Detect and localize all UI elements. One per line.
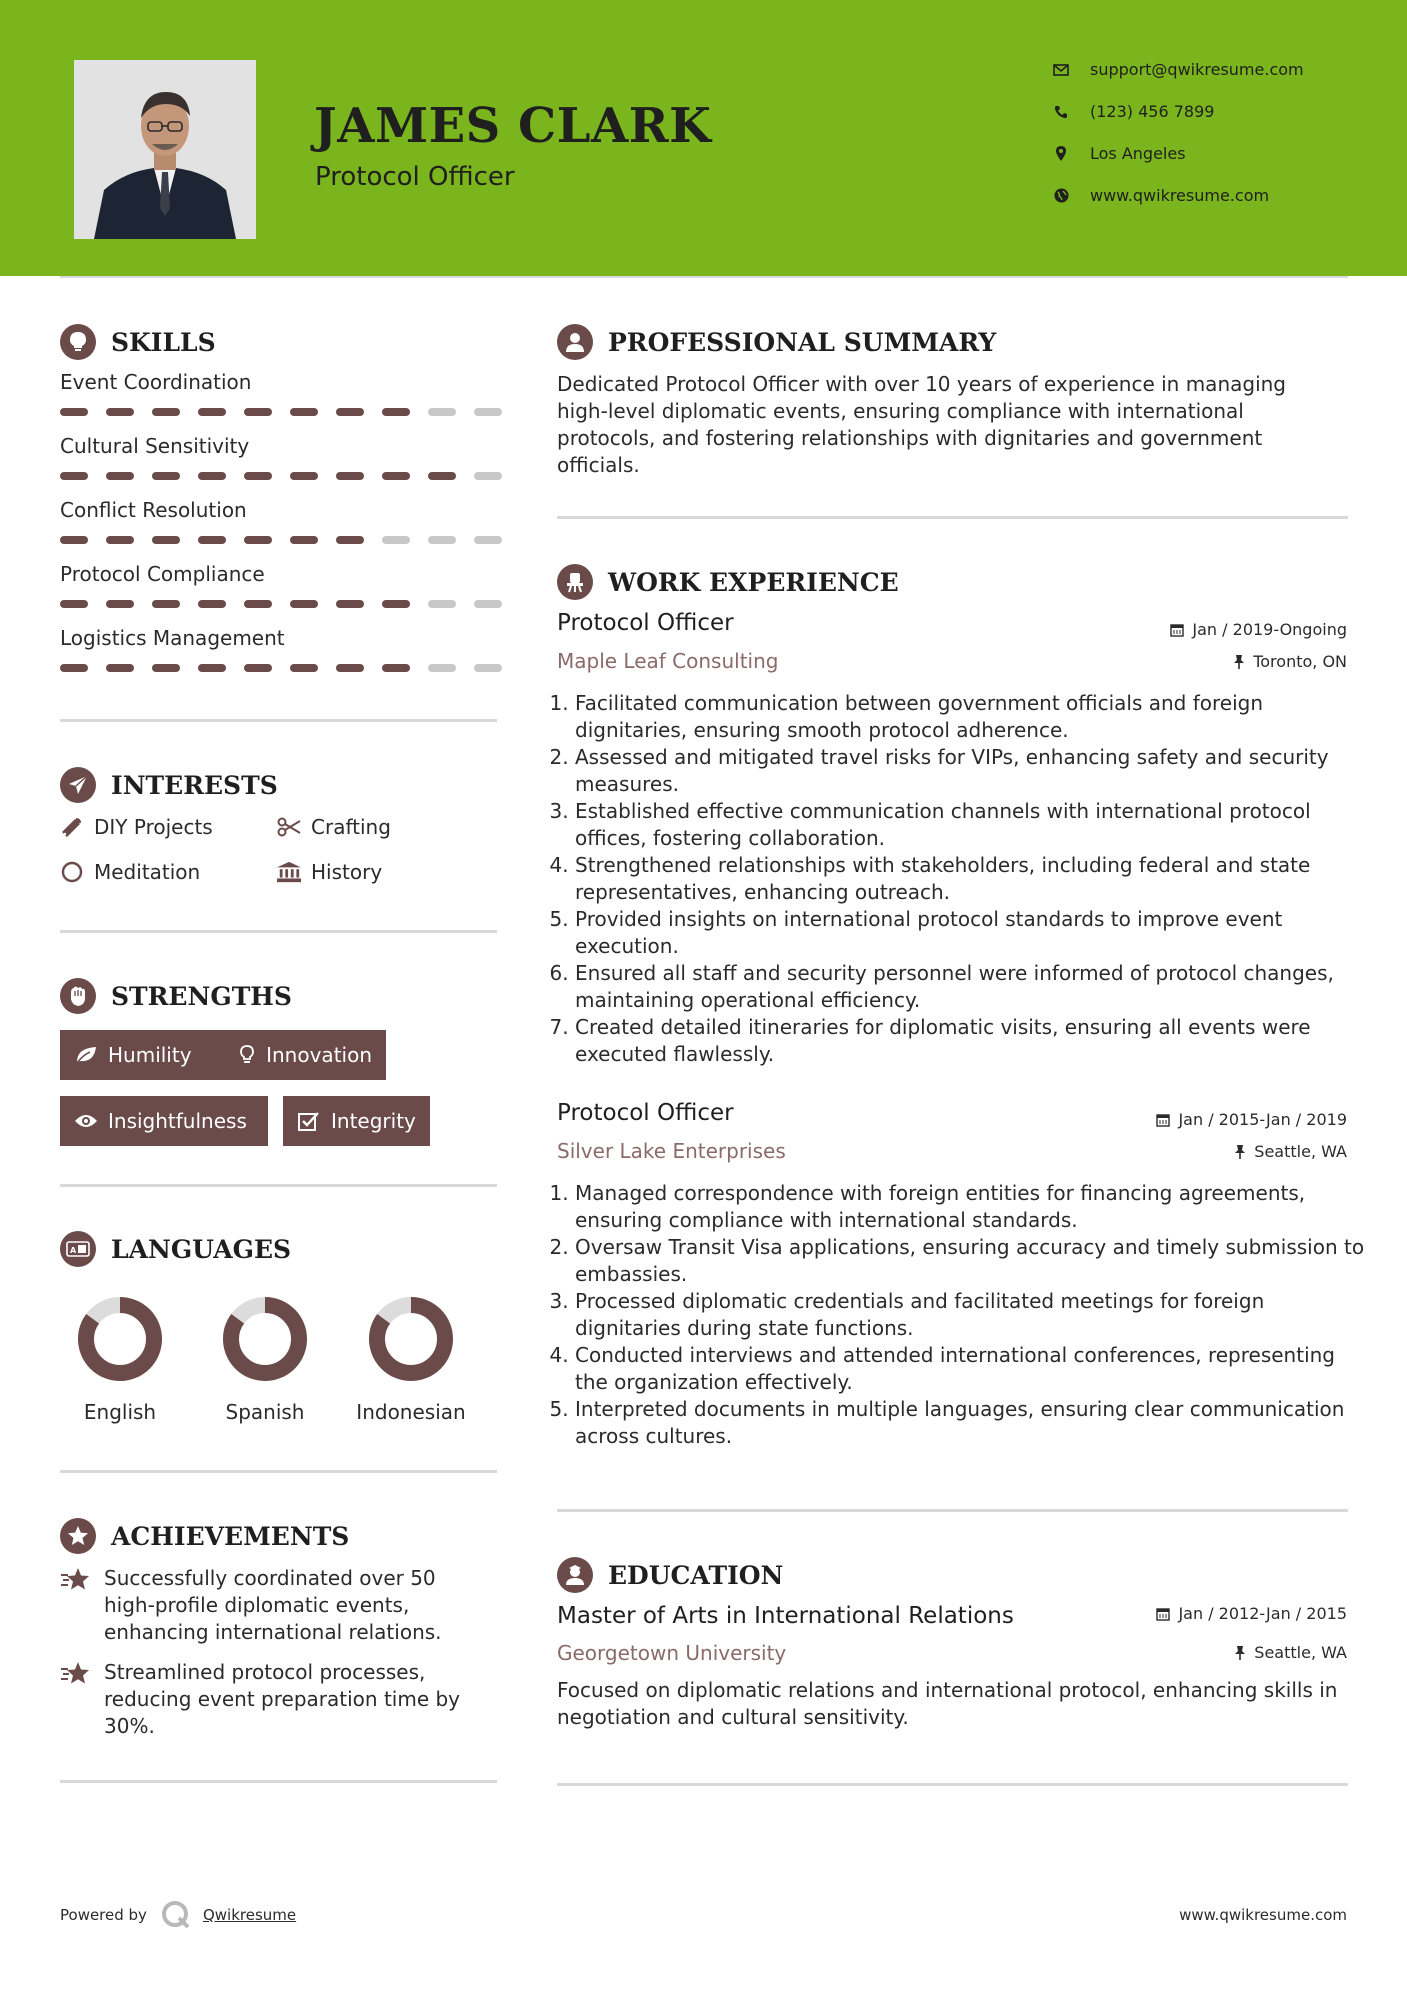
skill-level-dot: [428, 408, 456, 416]
skill-level-dot: [152, 600, 180, 608]
skill-level-bar: [60, 472, 502, 480]
check-square-icon: [297, 1109, 321, 1133]
skill-level-dot: [290, 536, 318, 544]
education-location-text: Seattle, WA: [1254, 1643, 1347, 1662]
skill-level-dot: [290, 408, 318, 416]
strengths-heading: [60, 978, 292, 1014]
pin-icon: [1234, 1144, 1246, 1159]
star-icon: [60, 1565, 92, 1646]
interest-meditation: [60, 860, 200, 884]
language-donut: [220, 1294, 310, 1384]
skill-level-dot: [106, 408, 134, 416]
interest-label: History: [311, 860, 383, 884]
education-school: Georgetown University: [557, 1641, 787, 1665]
qwikresume-link[interactable]: Qwikresume: [202, 1906, 297, 1924]
skill-level-dot: [198, 600, 226, 608]
strengths-divider: [60, 1184, 497, 1187]
language-label: English: [83, 1400, 157, 1424]
skill-level-dot: [382, 536, 410, 544]
lightbulb-icon: [60, 324, 96, 360]
pin-icon: [1234, 1645, 1246, 1660]
skill-level-dot: [428, 536, 456, 544]
skill-level-dot: [382, 472, 410, 480]
skill-level-dot: [474, 664, 502, 672]
interests-heading: [60, 767, 278, 803]
education-degree: Master of Arts in International Relations: [557, 1603, 1014, 1629]
interest-label: DIY Projects: [94, 815, 213, 839]
education-title: EDUCATION: [608, 1560, 784, 1590]
skill-level-dot: [428, 472, 456, 480]
achievements-divider: [60, 1780, 497, 1783]
strength-label: Humility: [108, 1043, 192, 1067]
experience-heading: [557, 564, 899, 600]
pin-icon: [1233, 654, 1245, 669]
skill-level-dot: [428, 600, 456, 608]
language-english-chart: [75, 1294, 165, 1388]
skill-level-dot: [60, 536, 88, 544]
education-description: Focused on diplomatic relations and international protocol, enhancing skills in negotiation and cultural sensitivity.: [557, 1678, 1338, 1729]
skill-label: Logistics Management: [60, 626, 285, 650]
skill-level-dot: [152, 536, 180, 544]
interests-title: INTERESTS: [111, 770, 278, 800]
interest-history: [277, 860, 382, 884]
languages-title: LANGUAGES: [111, 1234, 292, 1264]
strengths-title: STRENGTHS: [111, 981, 292, 1011]
job-location: [1234, 1142, 1347, 1161]
skill-label: Conflict Resolution: [60, 498, 247, 522]
job-title: Protocol Officer: [557, 610, 734, 636]
skill-level-dot: [152, 472, 180, 480]
calendar-icon: [1156, 1607, 1170, 1621]
language-spanish-chart: [220, 1294, 310, 1388]
star-icon: [60, 1659, 92, 1740]
strength-innovation: [224, 1030, 386, 1080]
interests-divider: [60, 930, 497, 933]
header-banner: [0, 0, 1407, 276]
lightbulb-icon: [238, 1043, 256, 1067]
skill-level-dot: [244, 472, 272, 480]
skill-level-bar: [60, 536, 502, 544]
skill-level-dot: [244, 408, 272, 416]
skill-level-dot: [290, 472, 318, 480]
graduate-icon: [557, 1557, 593, 1593]
candidate-title: Protocol Officer: [315, 162, 515, 192]
achievement-text: Streamlined protocol processes, reducing event preparation time by 30%.: [104, 1660, 461, 1738]
skill-label: Protocol Compliance: [60, 562, 265, 586]
strength-label: Insightfulness: [108, 1109, 247, 1133]
strength-humility: [60, 1030, 249, 1080]
summary-title: PROFESSIONAL SUMMARY: [608, 327, 997, 357]
map-marker-icon: [1052, 145, 1070, 163]
skill-level-dot: [60, 664, 88, 672]
skill-level-dot: [336, 664, 364, 672]
job-location: [1233, 652, 1347, 671]
paper-plane-icon: [60, 767, 96, 803]
achievements-heading: [60, 1518, 349, 1554]
job-duty-item: 5. Provided insights on international protocol standards to improve event execution.: [575, 906, 1368, 960]
job-company: Maple Leaf Consulting: [557, 649, 779, 673]
job-company: Silver Lake Enterprises: [557, 1139, 786, 1163]
skill-level-bar: [60, 664, 502, 672]
skill-level-dot: [60, 472, 88, 480]
phone-icon: [1052, 103, 1070, 121]
leaf-icon: [74, 1043, 98, 1067]
scissors-icon: [277, 815, 301, 839]
job-dates: [1170, 620, 1347, 639]
strength-insightfulness: [60, 1096, 268, 1146]
skill-level-dot: [60, 408, 88, 416]
job-duty-item: 1. Facilitated communication between government officials and foreign dignitaries, ensuring smooth protocol adherence.: [575, 690, 1368, 744]
language-donut: [75, 1294, 165, 1384]
education-location: [1234, 1643, 1347, 1662]
achievements-title: ACHIEVEMENTS: [111, 1521, 350, 1551]
summary-text: Dedicated Protocol Officer with over 10 years of experience in managing high-level diplomatic events, ensuring compliance with international protocols, and fostering relationships with dignitaries and government officials.: [557, 372, 1286, 477]
skill-level-dot: [198, 536, 226, 544]
contact-location: [1052, 144, 1186, 163]
skill-level-dot: [244, 536, 272, 544]
calendar-icon: [1170, 623, 1184, 637]
skill-level-dot: [244, 600, 272, 608]
skill-level-dot: [474, 472, 502, 480]
strength-integrity: [283, 1096, 430, 1146]
skill-label: Cultural Sensitivity: [60, 434, 250, 458]
contact-website-text: www.qwikresume.com: [1090, 186, 1270, 205]
skill-level-dot: [106, 664, 134, 672]
footer-website[interactable]: www.qwikresume.com: [1179, 1906, 1347, 1924]
skill-level-dot: [198, 664, 226, 672]
skill-level-dot: [382, 664, 410, 672]
contact-phone[interactable]: [1052, 102, 1214, 121]
calendar-icon: [1156, 1113, 1170, 1127]
star-badge-icon: [60, 1518, 96, 1554]
experience-title: WORK EXPERIENCE: [608, 567, 899, 597]
job-duty-item: 6. Ensured all staff and security personnel were informed of protocol changes, maintaining operational efficiency.: [575, 960, 1368, 1014]
interest-crafting: [277, 815, 391, 839]
job-duty-item: 3. Established effective communication channels with international protocol offices, fostering collaboration.: [575, 798, 1368, 852]
job-duty-item: 4. Strengthened relationships with stakeholders, including federal and state representatives, enhancing outreach.: [575, 852, 1368, 906]
language-donut: [366, 1294, 456, 1384]
education-heading: [557, 1557, 783, 1593]
skill-level-bar: [60, 408, 502, 416]
job-duty-item: 3. Processed diplomatic credentials and facilitated meetings for foreign dignitaries during state functions.: [575, 1288, 1368, 1342]
contact-location-text: Los Angeles: [1090, 144, 1186, 163]
skill-level-dot: [152, 408, 180, 416]
job-dates-text: Jan / 2019-Ongoing: [1192, 620, 1347, 639]
strength-label: Integrity: [331, 1109, 416, 1133]
language-label: Spanish: [225, 1400, 305, 1424]
skill-level-dot: [106, 536, 134, 544]
header-divider: [60, 276, 1348, 278]
education-dates-text: Jan / 2012-Jan / 2015: [1178, 1604, 1347, 1623]
contact-email[interactable]: [1052, 60, 1304, 79]
eye-icon: [74, 1109, 98, 1133]
job-duties-list: [557, 690, 1368, 1068]
candidate-name: JAMES CLARK: [314, 98, 712, 154]
education-dates: [1156, 1604, 1347, 1623]
job-location-text: Toronto, ON: [1253, 652, 1347, 671]
strength-label: Innovation: [266, 1043, 372, 1067]
skills-divider: [60, 719, 497, 722]
skill-level-dot: [198, 408, 226, 416]
interest-label: Meditation: [94, 860, 201, 884]
skill-label: Event Coordination: [60, 370, 252, 394]
contact-email-text: support@qwikresume.com: [1090, 60, 1304, 79]
envelope-icon: [1052, 61, 1070, 79]
svg-text:A: A: [70, 1246, 77, 1255]
circle-icon: [60, 860, 84, 884]
skill-level-dot: [474, 408, 502, 416]
skills-heading: [60, 324, 216, 360]
achievement-item: [60, 1565, 484, 1646]
skill-level-dot: [60, 600, 88, 608]
job-duty-item: 7. Created detailed itineraries for diplomatic visits, ensuring all events were executed flawlessly.: [575, 1014, 1368, 1068]
contact-phone-text: (123) 456 7899: [1090, 102, 1215, 121]
language-indonesian-chart: [366, 1294, 456, 1388]
skill-level-dot: [336, 600, 364, 608]
skill-level-dot: [336, 536, 364, 544]
job-duty-item: 1. Managed correspondence with foreign entities for financing agreements, ensuring compliance with international standards.: [575, 1180, 1368, 1234]
achievement-text: Successfully coordinated over 50 high-profile diplomatic events, enhancing international relations.: [104, 1566, 442, 1644]
education-divider: [557, 1783, 1348, 1786]
profile-photo: [74, 60, 256, 239]
skill-level-dot: [336, 472, 364, 480]
wrench-icon: [60, 815, 84, 839]
globe-icon: [1052, 187, 1070, 205]
job-duty-item: 2. Oversaw Transit Visa applications, ensuring accuracy and timely submission to embassies.: [575, 1234, 1368, 1288]
job-duty-item: 4. Conducted interviews and attended international conferences, representing the organization effectively.: [575, 1342, 1368, 1396]
job-duty-item: 5. Interpreted documents in multiple languages, ensuring clear communication across cultures.: [575, 1396, 1368, 1450]
job-title: Protocol Officer: [557, 1100, 734, 1126]
skill-level-dot: [336, 408, 364, 416]
job-duty-item: 2. Assessed and mitigated travel risks for VIPs, enhancing safety and security measures.: [575, 744, 1368, 798]
language-label: Indonesian: [356, 1400, 466, 1424]
job-duties-list: [557, 1180, 1368, 1450]
user-icon: [557, 324, 593, 360]
skill-level-dot: [382, 408, 410, 416]
summary-divider: [557, 516, 1348, 519]
skills-title: SKILLS: [111, 327, 216, 357]
qwikresume-logo-icon: [161, 1900, 191, 1930]
languages-heading: [60, 1231, 291, 1267]
skill-level-dot: [290, 600, 318, 608]
experience-divider: [557, 1509, 1348, 1512]
skill-level-dot: [290, 664, 318, 672]
skill-level-dot: [106, 600, 134, 608]
footer-powered-by: [60, 1900, 296, 1930]
skill-level-dot: [474, 536, 502, 544]
skill-level-dot: [382, 600, 410, 608]
skill-level-bar: [60, 600, 502, 608]
summary-heading: [557, 324, 996, 360]
skill-level-dot: [106, 472, 134, 480]
skill-level-dot: [474, 600, 502, 608]
languages-divider: [60, 1470, 497, 1473]
contact-website[interactable]: [1052, 186, 1269, 205]
skill-level-dot: [152, 664, 180, 672]
interest-diy-projects: [60, 815, 213, 839]
institution-icon: [277, 860, 301, 884]
interest-label: Crafting: [311, 815, 391, 839]
skill-level-dot: [428, 664, 456, 672]
powered-by-label: Powered by: [60, 1906, 147, 1924]
language-icon: [60, 1231, 96, 1267]
job-dates: [1156, 1110, 1347, 1129]
job-location-text: Seattle, WA: [1254, 1142, 1347, 1161]
achievement-item: [60, 1659, 484, 1740]
skill-level-dot: [244, 664, 272, 672]
skill-level-dot: [198, 472, 226, 480]
hand-fist-icon: [60, 978, 96, 1014]
job-dates-text: Jan / 2015-Jan / 2019: [1178, 1110, 1347, 1129]
briefcase-chair-icon: [557, 564, 593, 600]
